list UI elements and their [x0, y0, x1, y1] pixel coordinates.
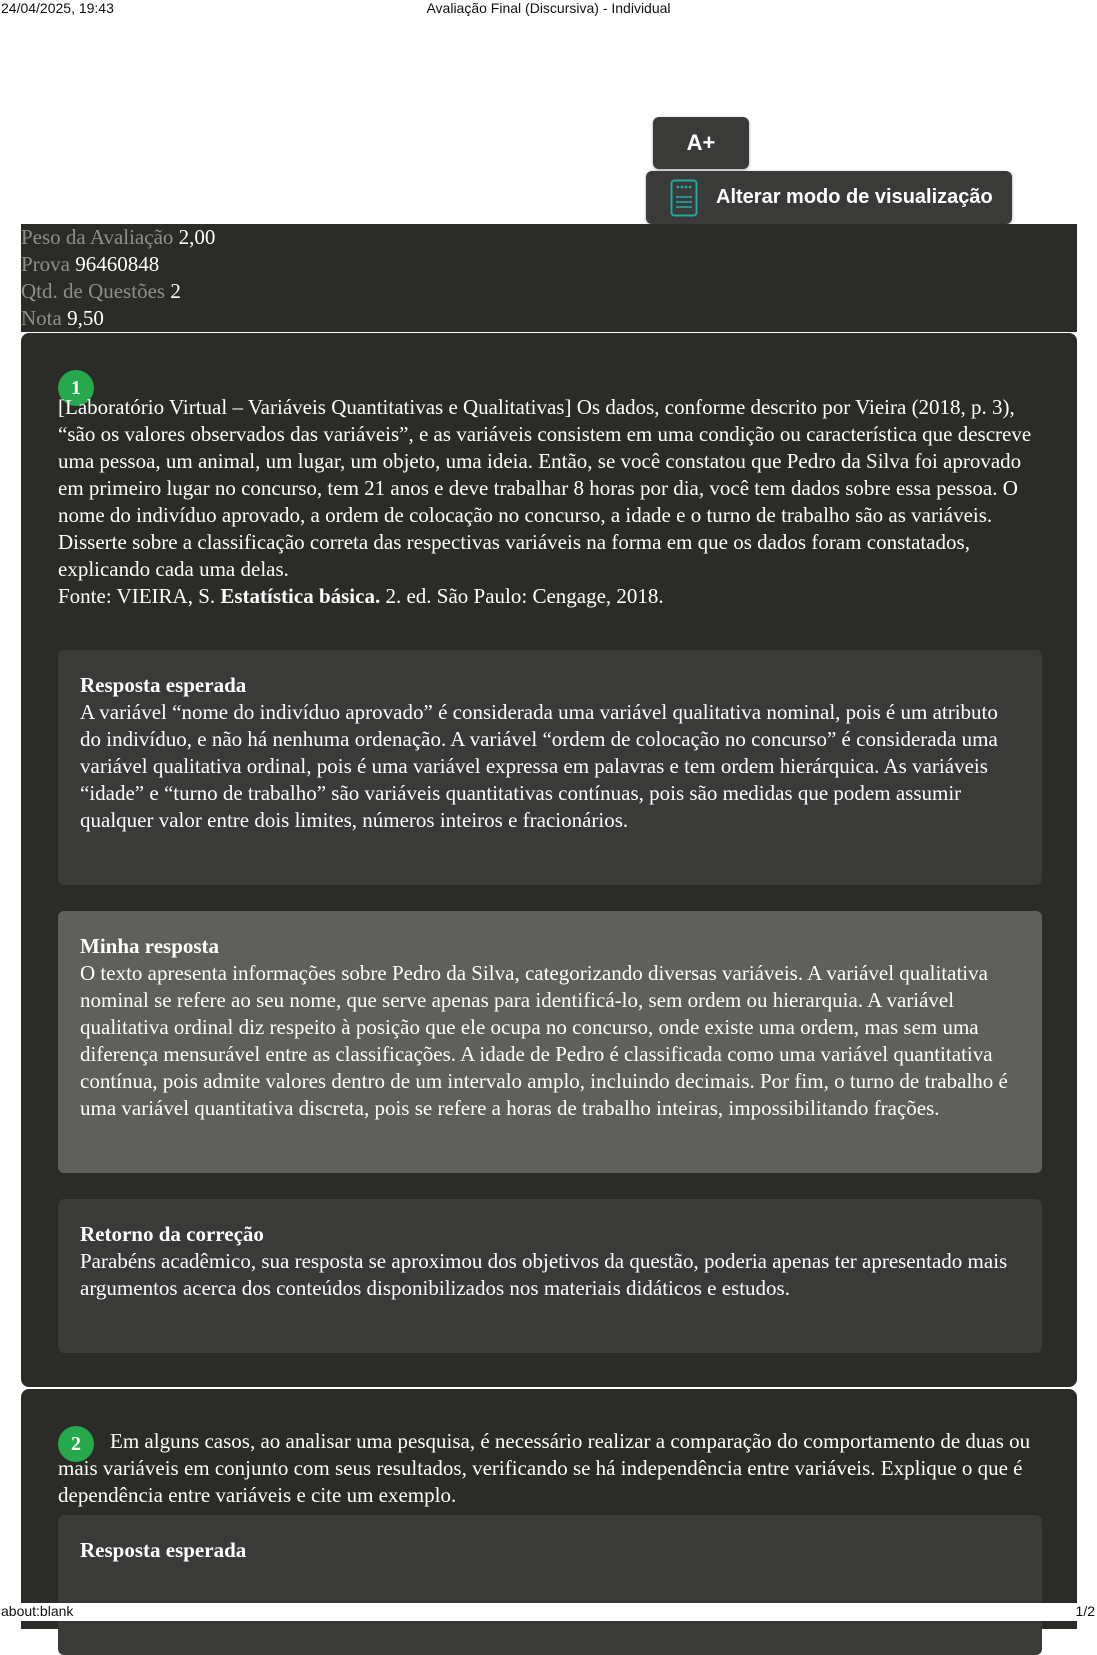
- print-page-number: 1/2: [1075, 1603, 1095, 1619]
- my-answer-title: Minha resposta: [80, 934, 220, 958]
- grade-value: 9,50: [67, 306, 104, 330]
- change-view-mode-button[interactable]: [646, 171, 1012, 224]
- feedback-text: Parabéns acadêmico, sua resposta se aproximou dos objetivos da questão, poderia apenas ter apresentado mais argumentos acerca dos conteúdos disponibilizados nos materiais didáticos e estudos.: [80, 1249, 1008, 1300]
- print-url: about:blank: [1, 1603, 74, 1619]
- expected-answer-title: Resposta esperada: [80, 1538, 247, 1562]
- increase-font-button[interactable]: A+: [653, 117, 749, 169]
- weight-label: Peso da Avaliação: [21, 225, 174, 249]
- question-instruction: Disserte sobre a classificação correta das respectivas variáveis na forma em que os dados foram constatados, explicando cada uma delas.: [58, 530, 970, 581]
- my-answer-text: O texto apresenta informações sobre Pedro da Silva, categorizando diversas variáveis. A variável qualitativa nominal se refere ao seu nome, que serve apenas para identificá-lo, sem ordem ou hierarquia. A variável qualitativa ordinal diz respeito à posição que ele ocupa no concurso, onde existe uma ordem, mas sem uma diferença mensurável entre as classificações. A idade de Pedro é classificada como uma variável quantitativa contínua, pois admite valores dentro de um intervalo amplo, incluindo decimais. Por fim, o turno de trabalho é uma variável quantitativa discreta, pois se refere a horas de trabalho inteiras, impossibilitando frações.: [80, 961, 1008, 1120]
- expected-answer-title: Resposta esperada: [80, 673, 247, 697]
- weight-value: 2,00: [178, 225, 216, 249]
- questions-count-row: [21, 278, 1077, 305]
- expected-answer-box: [58, 1515, 1042, 1655]
- question-text: [Laboratório Virtual – Variáveis Quantitativas e Qualitativas] Os dados, conforme descrito por Vieira (2018, p. 3), “são os valores observados das variáveis”, e as variáveis consistem em uma condição ou característica que descreve uma pessoa, um animal, um lugar, um objeto, uma ideia. Então, se você constatou que Pedro da Silva foi aprovado em primeiro lugar no concurso, tem 21 anos e deve trabalhar 8 horas por dia, você tem dados sobre essa pessoa. O nome do indivíduo aprovado, a ordem de colocação no concurso, a idade e o turno de trabalho são as variáveis.: [58, 395, 1032, 527]
- feedback-box: [58, 1199, 1042, 1353]
- questions-count-value: 2: [170, 279, 181, 303]
- source-suffix: 2. ed. São Paulo: Cengage, 2018.: [380, 584, 664, 608]
- exam-row: [21, 251, 1077, 278]
- question-number-badge: 1: [58, 370, 94, 406]
- my-answer-box: [58, 911, 1042, 1173]
- source-prefix: Fonte: VIEIRA, S.: [58, 584, 221, 608]
- print-doc-title: Avaliação Final (Discursiva) - Individual: [426, 0, 671, 16]
- source-book-title: Estatística básica.: [220, 584, 381, 608]
- grade-label: Nota: [21, 306, 62, 330]
- question-card-2: [21, 1389, 1077, 1629]
- questions-count-label: Qtd. de Questões: [21, 279, 166, 303]
- print-datetime: 24/04/2025, 19:43: [1, 0, 114, 16]
- feedback-title: Retorno da correção: [80, 1222, 264, 1246]
- question-number-badge: 2: [58, 1426, 94, 1462]
- exam-value: 96460848: [75, 252, 160, 276]
- print-footer: [0, 1603, 1097, 1621]
- expected-answer-box: [58, 650, 1042, 885]
- document-view-icon: [670, 179, 700, 217]
- question-statement: [58, 394, 1048, 610]
- question-text: Em alguns casos, ao analisar uma pesquisa, é necessário realizar a comparação do comportamento de duas ou mais variáveis em conjunto com seus resultados, verificando se há independência entre variáveis. Explique o que é dependência entre variáveis e cite um exemplo.: [58, 1429, 1031, 1507]
- exam-label: Prova: [21, 252, 70, 276]
- expected-answer-text: A variável “nome do indivíduo aprovado” é considerada uma variável qualitativa nominal, pois é um atributo do indivíduo, e não há nenhuma ordenação. A variável “ordem de colocação no concurso” é considerada uma variável qualitativa ordinal, pois é uma variável expressa em palavras e tem ordem hierárquica. As variáveis “idade” e “turno de trabalho” são variáveis quantitativas contínuas, pois são medidas que podem assumir qualquer valor entre dois limites, números inteiros e fracionários.: [80, 700, 998, 832]
- question-card-1: [21, 333, 1077, 1387]
- grade-row: [21, 305, 1077, 332]
- question-source: [58, 583, 1048, 610]
- change-view-mode-label: Alterar modo de visualização: [716, 186, 993, 208]
- print-header: [0, 0, 1097, 18]
- weight-row: [21, 224, 1077, 251]
- assessment-info-panel: [21, 224, 1077, 332]
